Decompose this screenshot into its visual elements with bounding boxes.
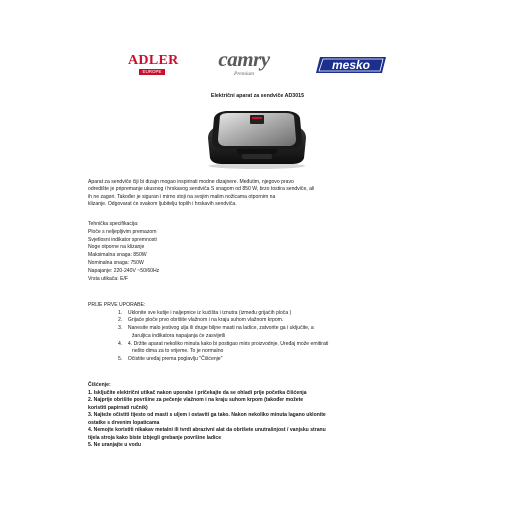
description-line: odredište je pripremanje ukusnog i hrskavog sendviča S snagom od 850 W, brzo tostira sendviče, ali <box>88 186 315 193</box>
description-line: ih ne zagori. Također je siguran i mirno stoji na svojim malim nožicama otpornim na <box>88 193 276 200</box>
camry-logo-text: camry <box>218 47 270 71</box>
description-line: Aparat za sendviče čiji bi dizajn mogao inspirirati modne dizajnere. Međutim, njegovo pravo <box>88 179 294 185</box>
cleaning-line: 2. Najprije obrišite površine za pečenje vlažnom i na kraju suhom krpom (također možete <box>88 397 304 403</box>
step-text: Grijaće ploče prvo obrišite vlažnom i na kraju suhom vlažnom krpom. <box>127 317 284 324</box>
spec-item: Nominalna snaga: 750W <box>88 259 144 266</box>
technical-specifications <box>88 221 438 283</box>
adler-logo <box>128 53 179 76</box>
step-text: Očistite uređaj prema poglavlju "Čišćenje" <box>127 355 223 362</box>
mesko-logo-text: mesko <box>331 58 371 72</box>
step-text: Nanesite malo jestivog ulja ili druge biljne masti na ladice, zatvorite ga i uključite, a <box>127 325 314 332</box>
camry-logo-subtext: Premium <box>234 71 254 77</box>
spec-item: Napajanje: 220-240V ~50/60Hz <box>88 267 160 274</box>
first-use-step <box>88 317 438 325</box>
camry-logo <box>214 48 274 82</box>
cleaning-line: 4. Nemojte koristiti nikakav metalni ili tvrdi abrazivni alat da obrišete unutrašnjost / vanjsku stranu <box>88 427 326 433</box>
first-use-instructions <box>88 302 438 364</box>
mesko-logo <box>314 54 388 76</box>
step-text: 4. Držite aparat nekoliko minuta kako bi postigao miris proizvodnje. Uređaj može emitirati <box>127 340 329 347</box>
step-number: 4. <box>118 340 123 347</box>
step-continuation: žaruljica indikatora napajanja će zasvijetli <box>132 332 226 339</box>
first-use-step <box>88 356 438 364</box>
spec-item: Svjetlosni indikator spremnosti <box>88 236 157 243</box>
document-title: Električni aparat za sendviče AD3015 <box>210 93 305 99</box>
description-line: klizanje. Odgovarat će svakom ljubitelju toplih i hrskavih sendviča. <box>88 201 237 208</box>
cleaning-line: 1. Isključite električni utikač nakon uporabe i pričekajte da se ohladi prije početka čišćenja <box>88 389 307 396</box>
cleaning-line: tijela stroja kako biste izbjegli grebanje površine ladice <box>88 434 222 441</box>
cleaning-instructions <box>88 382 438 450</box>
spec-item: Maksimalna snaga: 850W <box>88 252 147 259</box>
spec-item: Vrsta utikača: E/F <box>88 275 129 282</box>
adler-logo-text: ADLER <box>128 53 179 68</box>
specs-heading: Tehnička specifikacija: <box>88 221 139 227</box>
step-continuation: nešto dima za to vrijeme. To je normalno <box>132 348 224 355</box>
cleaning-heading: Čišćenje: <box>88 382 111 388</box>
spec-item: Ploče s neljepljivim premazom <box>88 228 157 235</box>
product-description <box>88 179 438 209</box>
step-number: 5. <box>118 355 123 362</box>
brand-logos <box>0 46 515 86</box>
cleaning-line: 5. Ne uranjajte u vodu <box>88 442 141 448</box>
step-number: 3. <box>118 325 123 332</box>
adler-logo-subtext: EUROPE <box>139 69 165 75</box>
sandwich-maker-image <box>196 106 318 170</box>
mesko-logo-graphic <box>314 54 388 76</box>
first-use-step <box>88 310 438 318</box>
first-use-step <box>88 325 438 333</box>
cleaning-line: 3. Najteže očistiti tijesto od masti s uljem i ostaviti ga tako. Nakon nekoliko minuta lagano uklonite <box>88 412 326 418</box>
cleaning-line: ostatke s drvenim lopaticama <box>88 419 160 426</box>
step-number: 2. <box>118 317 123 324</box>
step-text: Uklonite sve kutije i naljepnice iz kućišta i iznutra (između grijaćih ploča ) <box>127 309 292 316</box>
step-number: 1. <box>118 309 123 316</box>
cleaning-line: koristiti papirnati ručnik) <box>88 404 148 411</box>
first-use-step <box>88 341 438 349</box>
spec-item: Noge otporne na klizanje <box>88 244 145 251</box>
first-use-heading: PRIJE PRVE UPORABE: <box>88 302 146 308</box>
